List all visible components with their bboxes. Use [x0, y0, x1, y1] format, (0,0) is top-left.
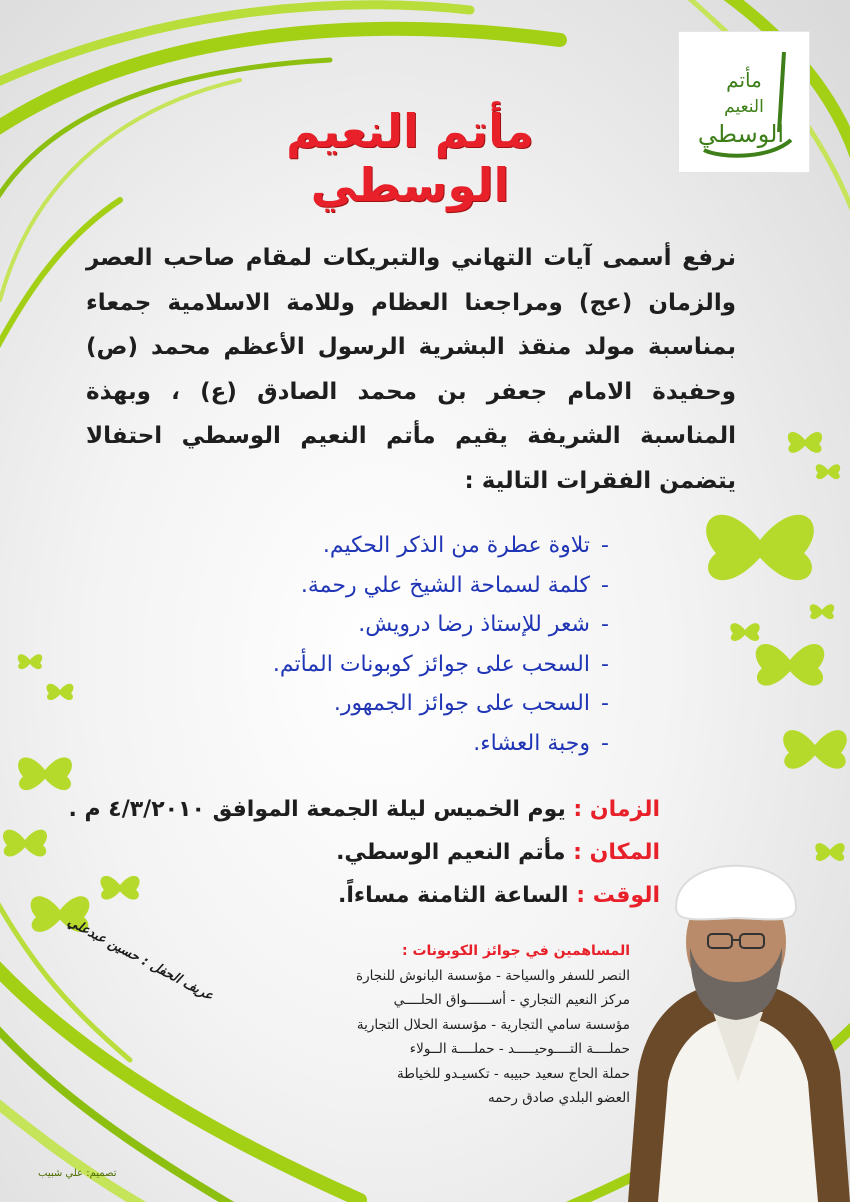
butterfly-left-3	[18, 757, 72, 790]
contributor-line: مؤسسة سامي التجارية - مؤسسة الحلال التجارية	[356, 1016, 630, 1033]
program-item-text: شعر للإستاذ رضا درويش.	[358, 612, 590, 638]
program-marker: -	[601, 651, 609, 677]
butterfly-right-3	[783, 730, 847, 769]
program-marker: -	[601, 612, 609, 638]
contributor-line: مركز النعيم التجاري - أســــــواق الحلــــي	[393, 992, 630, 1008]
program-list	[200, 526, 620, 764]
butterfly-right-5	[816, 464, 840, 479]
place-label: المكان :	[573, 840, 660, 865]
intro-paragraph: نرفع أسمى آيات التهاني والتبريكات لمقام صاحب العصر والزمان (عج) ومراجعنا العظام وللامة الاسلامية جمعاء بمناسبة مولد منقذ البشرية الرسول الأعظم محمد (ص) وحفيدة الامام جعفر بن محمد الصادق (ع) ، وبهذة المناسبة الشريفة يقيم مأتم النعيم الوسطي احتفالا يتضمن الفقرات التالية :	[86, 245, 736, 494]
program-item-text: تلاوة عطرة من الذكر الحكيم.	[322, 533, 590, 558]
designer-credit: تصميم: علي شبيب	[38, 1168, 117, 1179]
contributor-line: العضو البلدي صادق رحمه	[488, 1090, 630, 1106]
hour-value: الساعة الثامنة مساءاً.	[338, 883, 569, 908]
program-item	[200, 566, 620, 606]
speaker-portrait	[628, 822, 850, 1202]
butterfly-left-2	[18, 654, 42, 669]
time-row	[40, 788, 660, 831]
program-item	[200, 724, 620, 764]
program-item	[200, 605, 620, 645]
logo-text-mid: النعيم	[724, 97, 764, 117]
contributor-line: النصر للسفر والسياحة - مؤسسة البانوش للنجارة	[356, 967, 630, 984]
page-title: مأتم النعيم الوسطي	[286, 104, 534, 212]
program-item	[200, 684, 620, 724]
logo-calligraphy-icon	[679, 32, 809, 172]
butterfly-left-1	[47, 684, 74, 700]
event-info	[40, 788, 660, 917]
program-marker: -	[601, 533, 609, 558]
swirl-bottom-3	[0, 1090, 150, 1202]
hour-label: الوقت :	[576, 883, 660, 908]
logo-text-top: مأتم	[726, 68, 762, 92]
butterfly-right-7	[810, 604, 834, 619]
program-marker: -	[601, 691, 609, 717]
time-label: الزمان :	[573, 797, 660, 822]
butterfly-right-4	[788, 432, 822, 453]
butterfly-right-2	[756, 644, 825, 686]
butterfly-large-right	[706, 515, 814, 580]
contributors-title: المساهمين في جوائز الكوبونات :	[402, 943, 630, 959]
logo	[678, 31, 810, 173]
place-value: مأتم النعيم الوسطي.	[336, 840, 566, 865]
swirl-bottom-2	[0, 1010, 240, 1202]
program-item-text: وجبة العشاء.	[473, 730, 590, 756]
program-item-text: كلمة لسماحة الشيخ علي رحمة.	[300, 572, 590, 598]
logo-text-bottom: الوسطي	[697, 120, 785, 148]
mc-credit: عريف الحفل : حسين عبدعلي	[65, 914, 216, 1005]
contributor-line: حملة الحاج سعيد حبيبه - تكسيـدو للخياطة	[396, 1065, 630, 1082]
time-value: يوم الخميس ليلة الجمعة الموافق ٤/٣/٢٠١٠ م .	[68, 797, 566, 822]
hour-row	[40, 874, 660, 917]
program-marker: -	[601, 730, 609, 756]
contributor-line: حملــــة التــــوحيـــــد - حملــــة الــولاء	[409, 1041, 630, 1057]
place-row	[40, 831, 660, 874]
program-item-text: السحب على جوائز الجمهور.	[333, 691, 590, 717]
program-marker: -	[601, 572, 609, 598]
contributors-block	[250, 939, 630, 1111]
butterfly-right-6	[730, 623, 759, 641]
program-item	[200, 645, 620, 685]
program-item-text: السحب على جوائز كوبونات المأتم.	[272, 651, 590, 677]
program-item	[200, 526, 620, 566]
